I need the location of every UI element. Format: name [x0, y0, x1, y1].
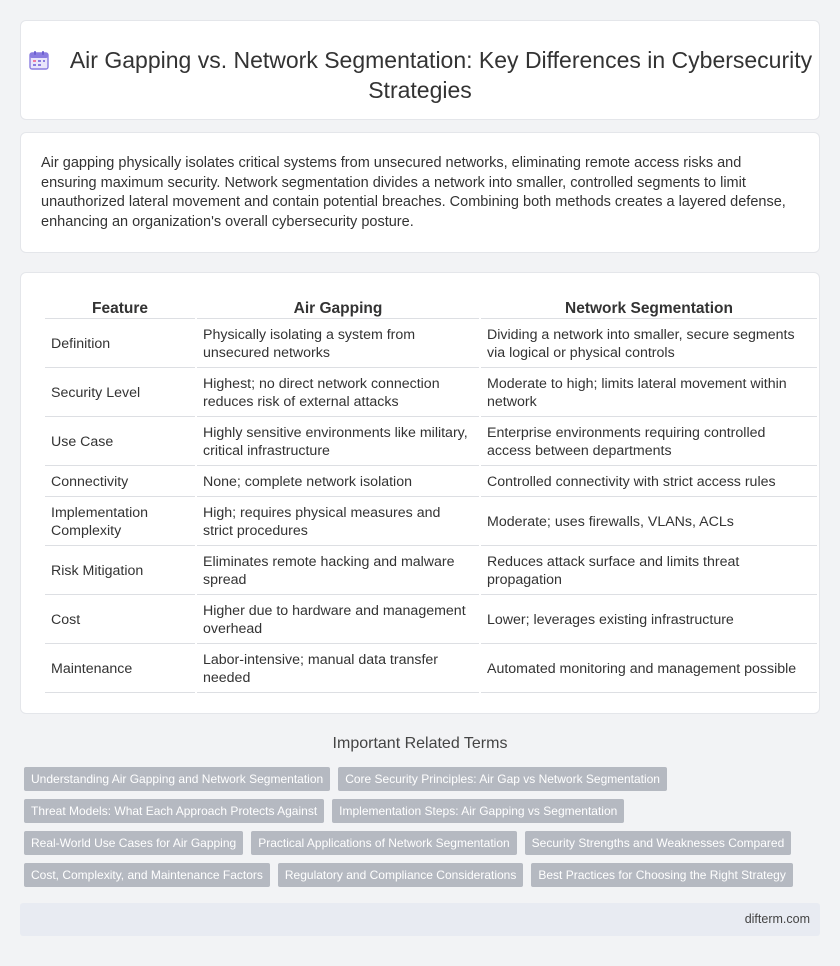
title-card — [20, 20, 820, 120]
air-gapping-cell: None; complete network isolation — [197, 468, 479, 497]
air-gapping-cell: High; requires physical measures and strict procedures — [197, 499, 479, 546]
segmentation-cell: Moderate; uses firewalls, VLANs, ACLs — [481, 499, 817, 546]
air-gapping-cell: Labor-intensive; manual data transfer needed — [197, 646, 479, 693]
summary-card — [20, 132, 820, 253]
tag-row — [24, 767, 804, 791]
segmentation-cell: Controlled connectivity with strict access rules — [481, 468, 817, 497]
related-term-link[interactable]: Threat Models: What Each Approach Protects Against — [24, 799, 324, 823]
summary-paragraph: Air gapping physically isolates critical systems from unsecured networks, eliminating remote access risks and ensuring maximum security. Network segmentation divides a network into smaller, controlled segments to limit unauthorized lateral movement and contain potential breaches. Combining both methods creates a layered defense, enhancing an organization's overall cybersecurity posture. — [41, 155, 786, 230]
segmentation-cell: Moderate to high; limits lateral movement within network — [481, 370, 817, 417]
tag-row — [24, 831, 804, 855]
related-term-link[interactable]: Understanding Air Gapping and Network Segmentation — [24, 767, 330, 791]
related-term-link[interactable]: Security Strengths and Weaknesses Compared — [525, 831, 792, 855]
tag-row — [24, 863, 804, 887]
related-term-link[interactable]: Practical Applications of Network Segmentation — [251, 831, 516, 855]
header-feature: Feature — [45, 297, 195, 319]
related-terms-list — [24, 767, 804, 895]
related-terms-title: Important Related Terms — [332, 735, 508, 752]
related-term-link[interactable]: Best Practices for Choosing the Right Strategy — [531, 863, 792, 887]
table-row — [45, 548, 817, 595]
segmentation-cell: Reduces attack surface and limits threat propagation — [481, 548, 817, 595]
comparison-table — [43, 295, 819, 695]
related-term-link[interactable]: Real-World Use Cases for Air Gapping — [24, 831, 243, 855]
segmentation-cell: Automated monitoring and management possible — [481, 646, 817, 693]
table-row — [45, 321, 817, 368]
table-row — [45, 597, 817, 644]
related-term-link[interactable]: Implementation Steps: Air Gapping vs Segmentation — [332, 799, 624, 823]
header-network-segmentation: Network Segmentation — [481, 297, 817, 319]
table-row — [45, 646, 817, 693]
feature-cell: Cost — [45, 597, 195, 644]
feature-cell: Connectivity — [45, 468, 195, 497]
footer-site-link[interactable]: difterm.com — [744, 912, 810, 926]
tag-row — [24, 799, 804, 823]
feature-cell: Security Level — [45, 370, 195, 417]
page-title-wrap — [21, 45, 819, 105]
air-gapping-cell: Highly sensitive environments like military, critical infrastructure — [197, 419, 479, 466]
feature-cell: Implementation Complexity — [45, 499, 195, 546]
calendar-icon — [28, 49, 50, 71]
table-row — [45, 499, 817, 546]
feature-cell: Definition — [45, 321, 195, 368]
air-gapping-cell: Eliminates remote hacking and malware spread — [197, 548, 479, 595]
table-row — [45, 468, 817, 497]
segmentation-cell: Enterprise environments requiring controlled access between departments — [481, 419, 817, 466]
related-term-link[interactable]: Core Security Principles: Air Gap vs Network Segmentation — [338, 767, 667, 791]
feature-cell: Risk Mitigation — [45, 548, 195, 595]
comparison-card — [20, 272, 820, 714]
segmentation-cell: Dividing a network into smaller, secure segments via logical or physical controls — [481, 321, 817, 368]
header-air-gapping: Air Gapping — [197, 297, 479, 319]
feature-cell: Use Case — [45, 419, 195, 466]
related-term-link[interactable]: Cost, Complexity, and Maintenance Factors — [24, 863, 270, 887]
related-term-link[interactable]: Regulatory and Compliance Considerations — [278, 863, 523, 887]
air-gapping-cell: Physically isolating a system from unsecured networks — [197, 321, 479, 368]
table-row — [45, 370, 817, 417]
air-gapping-cell: Higher due to hardware and management overhead — [197, 597, 479, 644]
segmentation-cell: Lower; leverages existing infrastructure — [481, 597, 817, 644]
air-gapping-cell: Highest; no direct network connection reduces risk of external attacks — [197, 370, 479, 417]
feature-cell: Maintenance — [45, 646, 195, 693]
table-row — [45, 419, 817, 466]
page-title: Air Gapping vs. Network Segmentation: Key Differences in Cybersecurity Strategies — [69, 47, 813, 103]
table-header-row — [45, 297, 817, 319]
footer-bar — [20, 903, 820, 936]
